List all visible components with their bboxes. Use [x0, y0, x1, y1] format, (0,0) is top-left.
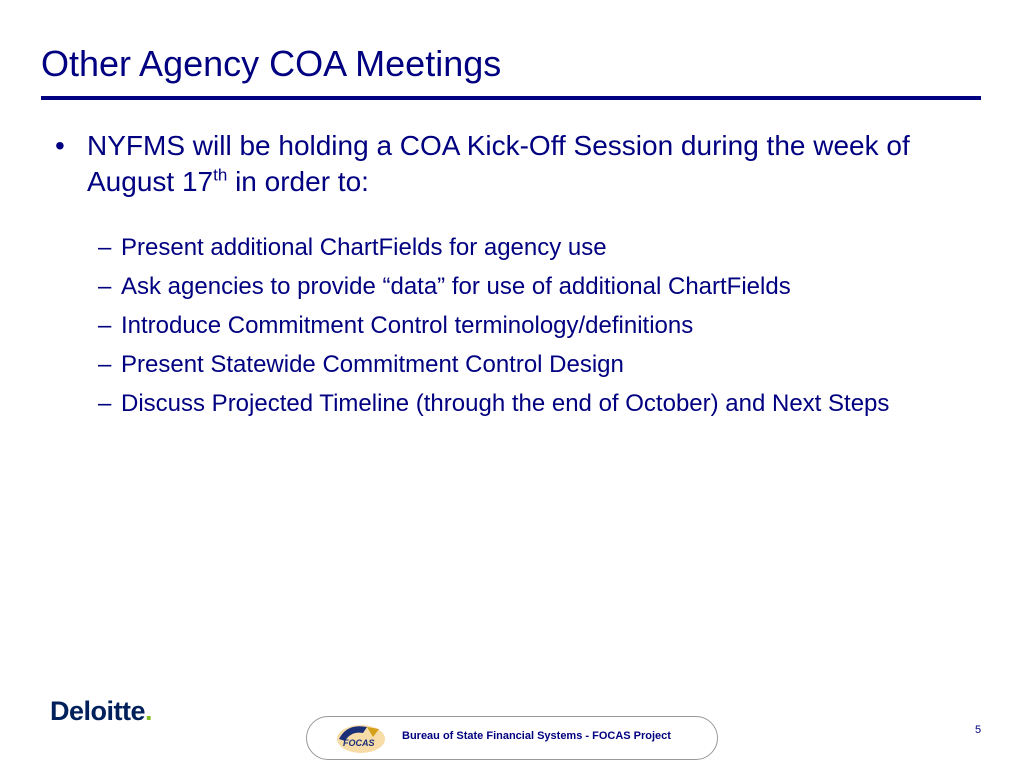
- sub-bullet-list: [98, 232, 968, 427]
- dash-marker: –: [98, 351, 112, 378]
- date-superscript: th: [213, 165, 228, 185]
- sub-bullet: [98, 232, 968, 264]
- dash-marker: –: [98, 312, 112, 339]
- deloitte-logo: [50, 696, 152, 727]
- bullet-marker: •: [55, 130, 65, 161]
- footer-banner: [306, 716, 718, 760]
- sub-bullet: [98, 310, 968, 342]
- main-bullet-text: [87, 128, 977, 200]
- main-bullet-text-start: NYFMS will be holding a COA Kick-Off Session during the week of August 17: [87, 130, 910, 197]
- sub-bullet-text: Introduce Commitment Control terminology/definitions: [121, 312, 694, 339]
- page-number: 5: [975, 724, 982, 736]
- main-bullet-text-end: in order to:: [227, 166, 369, 197]
- sub-bullet-text: Present Statewide Commitment Control Design: [121, 351, 624, 378]
- title-divider: [41, 96, 981, 100]
- sub-bullet-text: Discuss Projected Timeline (through the end of October) and Next Steps: [121, 390, 890, 417]
- deloitte-logo-text: Deloitte: [50, 696, 146, 726]
- sub-bullet: [98, 271, 968, 303]
- focas-logo-text: FOCAS: [343, 738, 375, 748]
- dash-marker: –: [98, 390, 112, 417]
- footer-banner-text: Bureau of State Financial Systems - FOCAS Project: [402, 730, 671, 742]
- slide-title: Other Agency COA Meetings: [41, 43, 502, 84]
- sub-bullet: [98, 349, 968, 381]
- dash-marker: –: [98, 234, 112, 261]
- sub-bullet-text: Present additional ChartFields for agency use: [121, 234, 607, 261]
- sub-bullet-text: Ask agencies to provide “data” for use of additional ChartFields: [121, 273, 791, 300]
- dash-marker: –: [98, 273, 112, 300]
- sub-bullet: [98, 388, 968, 420]
- focas-logo-icon: [333, 719, 387, 757]
- deloitte-logo-dot: .: [145, 696, 153, 726]
